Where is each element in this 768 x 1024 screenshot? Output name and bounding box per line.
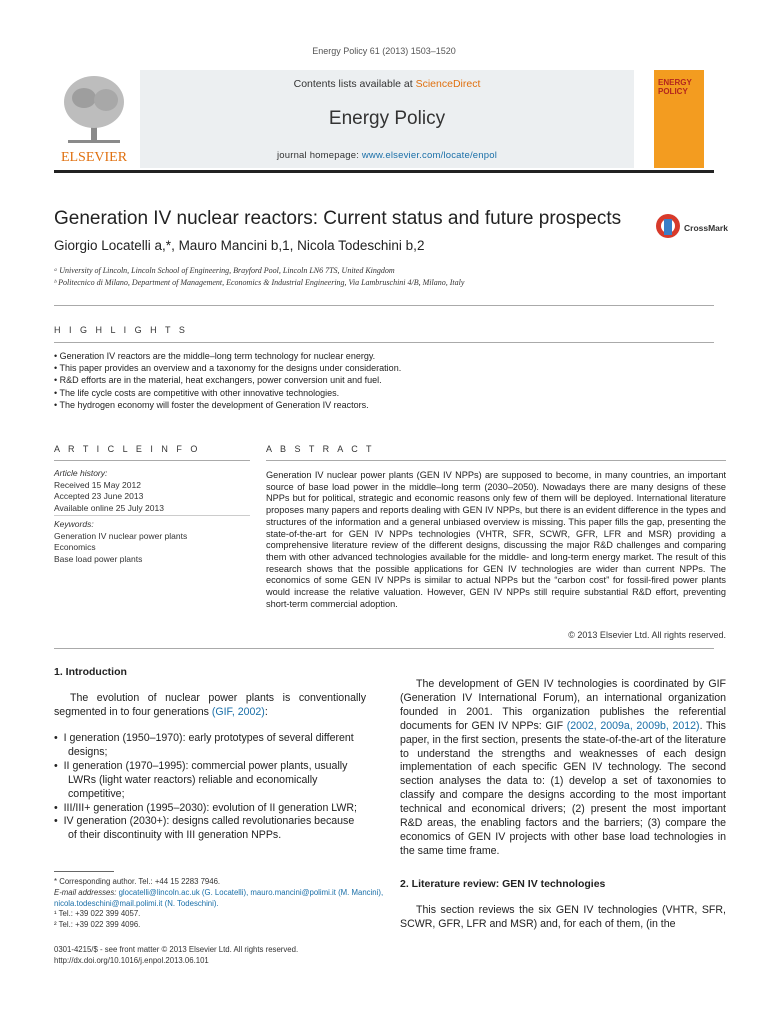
page-footer: [54, 944, 298, 966]
highlights-label: H I G H L I G H T S: [54, 325, 188, 335]
journal-homepage: journal homepage: www.elsevier.com/locate/enpol: [276, 150, 498, 161]
keywords-block: [54, 519, 250, 565]
crossmark-icon[interactable]: [655, 213, 681, 243]
keyword: Economics: [54, 542, 96, 552]
article-history: [54, 468, 250, 514]
footnotes: [54, 877, 384, 931]
online-date: Available online 25 July 2013: [54, 502, 164, 513]
article-title: Generation IV nuclear reactors: Current status and future prospects: [54, 208, 622, 229]
abstract-label: A B S T R A C T: [266, 444, 375, 454]
journal-title: Energy Policy: [328, 108, 446, 129]
section-heading-introduction: 1. Introduction: [54, 666, 127, 678]
homepage-link[interactable]: www.elsevier.com/locate/enpol: [361, 150, 498, 161]
accepted-date: Accepted 23 June 2013: [54, 491, 144, 501]
highlight-item: • This paper provides an overview and a taxonomy for the designs under consideration.: [54, 362, 714, 374]
affiliation-a: ᵃ University of Lincoln, Lincoln School of Engineering, Brayford Pool, Lincoln LN6 7TS, United Kingdom: [54, 266, 395, 275]
highlight-item: • The hydrogen economy will foster the development of Generation IV reactors.: [54, 399, 714, 411]
list-item: • I generation (1950–1970): early prototypes of several different designs;: [54, 732, 366, 760]
footnote-rule: [54, 871, 114, 872]
footnote-corresponding: * Corresponding author. Tel.: +44 15 2283 7946.: [54, 877, 221, 886]
copyright: © 2013 Elsevier Ltd. All rights reserved.: [568, 630, 726, 640]
divider: [54, 515, 250, 516]
highlight-item: • Generation IV reactors are the middle–long term technology for nuclear energy.: [54, 350, 714, 362]
keywords-label: Keywords:: [54, 519, 94, 529]
divider: [54, 342, 714, 343]
sciencedirect-link[interactable]: ScienceDirect: [415, 78, 481, 90]
crossmark-label: CrossMark: [684, 223, 728, 233]
section-heading-literature-review: 2. Literature review: GEN IV technologies: [400, 878, 606, 890]
highlight-item: • R&D efforts are in the material, heat exchangers, power conversion unit and fuel.: [54, 374, 714, 386]
footnote-emails: E-mail addresses: glocatelli@lincoln.ac.uk (G. Locatelli), mauro.mancini@polimi.it (M. Mancini), nicola.todeschini@mail.polimi.it (N. Todeschini).: [54, 887, 384, 908]
journal-reference: Energy Policy 61 (2013) 1503–1520: [312, 46, 456, 56]
citation-link[interactable]: (GIF, 2002): [211, 705, 265, 718]
intro-paragraph: The evolution of nuclear power plants is conventionally segmented in to four generations (GIF, 2002):: [54, 692, 366, 718]
contents-line: Contents lists available at ScienceDirect: [293, 78, 481, 90]
divider: [54, 648, 714, 649]
divider: [266, 460, 726, 461]
abstract-text: Generation IV nuclear power plants (GEN IV NPPs) are supposed to become, in many countries, an important source of base load power in the middle–long term (2030–2050). Nowadays there are many designs of these NPPs but for political, strategic and economic reasons only few of them will be deployed. International literature proposes many papers and reports dealing with GEN IV NPPs, but there is an evident difference in the types and structures of the information and a general unbiased overview is missing. This paper fills the gap, presenting the state-of-the-art for GEN IV NPPs technologies (VHTR, SFR, SCWR, GFR, LFR and MSR) providing a comprehensive literature review of the different designs, discussing the major R&D challenges and comparing them with other advanced technologies available for the middle- and long-term energy market. The result of this research shows that the possible applications for GEN IV technologies are wider than current NPPs. The economics of some GEN IV NPPs is similar to actual NPPs but the “carbon cost” for fossil-fired power plants would increase the relative valuation. However, GEN IV NPPs still require substantial R&D effort, preventing short-term commercial adoption.: [266, 470, 726, 609]
divider: [54, 460, 250, 461]
generation-list: [54, 732, 366, 843]
highlights-list: [54, 350, 714, 411]
keyword: Base load power plants: [54, 553, 143, 564]
divider: [54, 305, 714, 306]
highlight-item: • The life cycle costs are competitive with other innovative technologies.: [54, 387, 714, 399]
right-column-paragraph: The development of GEN IV technologies is coordinated by GIF (Generation IV International Forum), an international organization founded in 2001. This organization publishes the referential documents for GEN IV NPPs: GIF (2002, 2009a, 2009b, 2012). This paper, in the first section, presents the state-of-the-art of the literature to understand the strengths and weaknesses of each design implementation of each specific GEN IV technology. The second section analyses the data to: (1) develop a set of taxonomies to classify and compare the designs according to the most important technical and economical drivers; (2) present the most important R&D areas, the enabling factors and the barriers; (3) compare the economics of GEN IV projects with other base load technologies in the same time frame.: [400, 678, 726, 857]
doi-link[interactable]: http://dx.doi.org/10.1016/j.enpol.2013.06.101: [54, 956, 209, 965]
list-item: • III/III+ generation (1995–2030): evolution of II generation LWR;: [54, 802, 366, 816]
history-label: Article history:: [54, 468, 108, 478]
affiliation-b: ᵇ Politecnico di Milano, Department of Management, Economics & Industrial Engineering, Via Lambruschini 4/B, Milano, Italy: [54, 278, 465, 287]
list-item: • IV generation (2030+): designs called revolutionaries because of their discontinuity with III generation NPPs.: [54, 815, 366, 843]
section2-paragraph: This section reviews the six GEN IV technologies (VHTR, SFR, SCWR, GFR, LFR and MSR) and, for each of them, (in the: [400, 904, 726, 930]
journal-header: [54, 70, 714, 168]
header-center-panel: [140, 70, 634, 168]
publisher-name: ELSEVIER: [60, 150, 128, 165]
email-links[interactable]: glocatelli@lincoln.ac.uk (G. Locatelli), mauro.mancini@polimi.it (M. Mancini), nicola.todeschini@mail.polimi.it (N. Todeschini).: [54, 887, 384, 908]
article-info-label: A R T I C L E I N F O: [54, 444, 201, 454]
cover-title: ENERGY POLICY: [658, 78, 692, 96]
footnote-tel1: ¹ Tel.: +39 022 399 4057.: [54, 909, 141, 919]
elsevier-logo: [54, 70, 134, 168]
citation-link[interactable]: (2002, 2009a, 2009b, 2012): [566, 719, 700, 732]
list-item: • II generation (1970–1995): commercial power plants, usually LWRs (light water reactors) reliable and economically competitive;: [54, 760, 366, 802]
issn-line: 0301-4215/$ - see front matter © 2013 Elsevier Ltd. All rights reserved.: [54, 945, 299, 954]
keyword: Generation IV nuclear power plants: [54, 530, 188, 541]
header-rule: [54, 170, 714, 173]
author-list: Giorgio Locatelli a,*, Mauro Mancini b,1, Nicola Todeschini b,2: [54, 238, 425, 253]
received-date: Received 15 May 2012: [54, 479, 141, 490]
journal-cover: [654, 70, 704, 168]
footnote-tel2: ² Tel.: +39 022 399 4096.: [54, 920, 141, 930]
